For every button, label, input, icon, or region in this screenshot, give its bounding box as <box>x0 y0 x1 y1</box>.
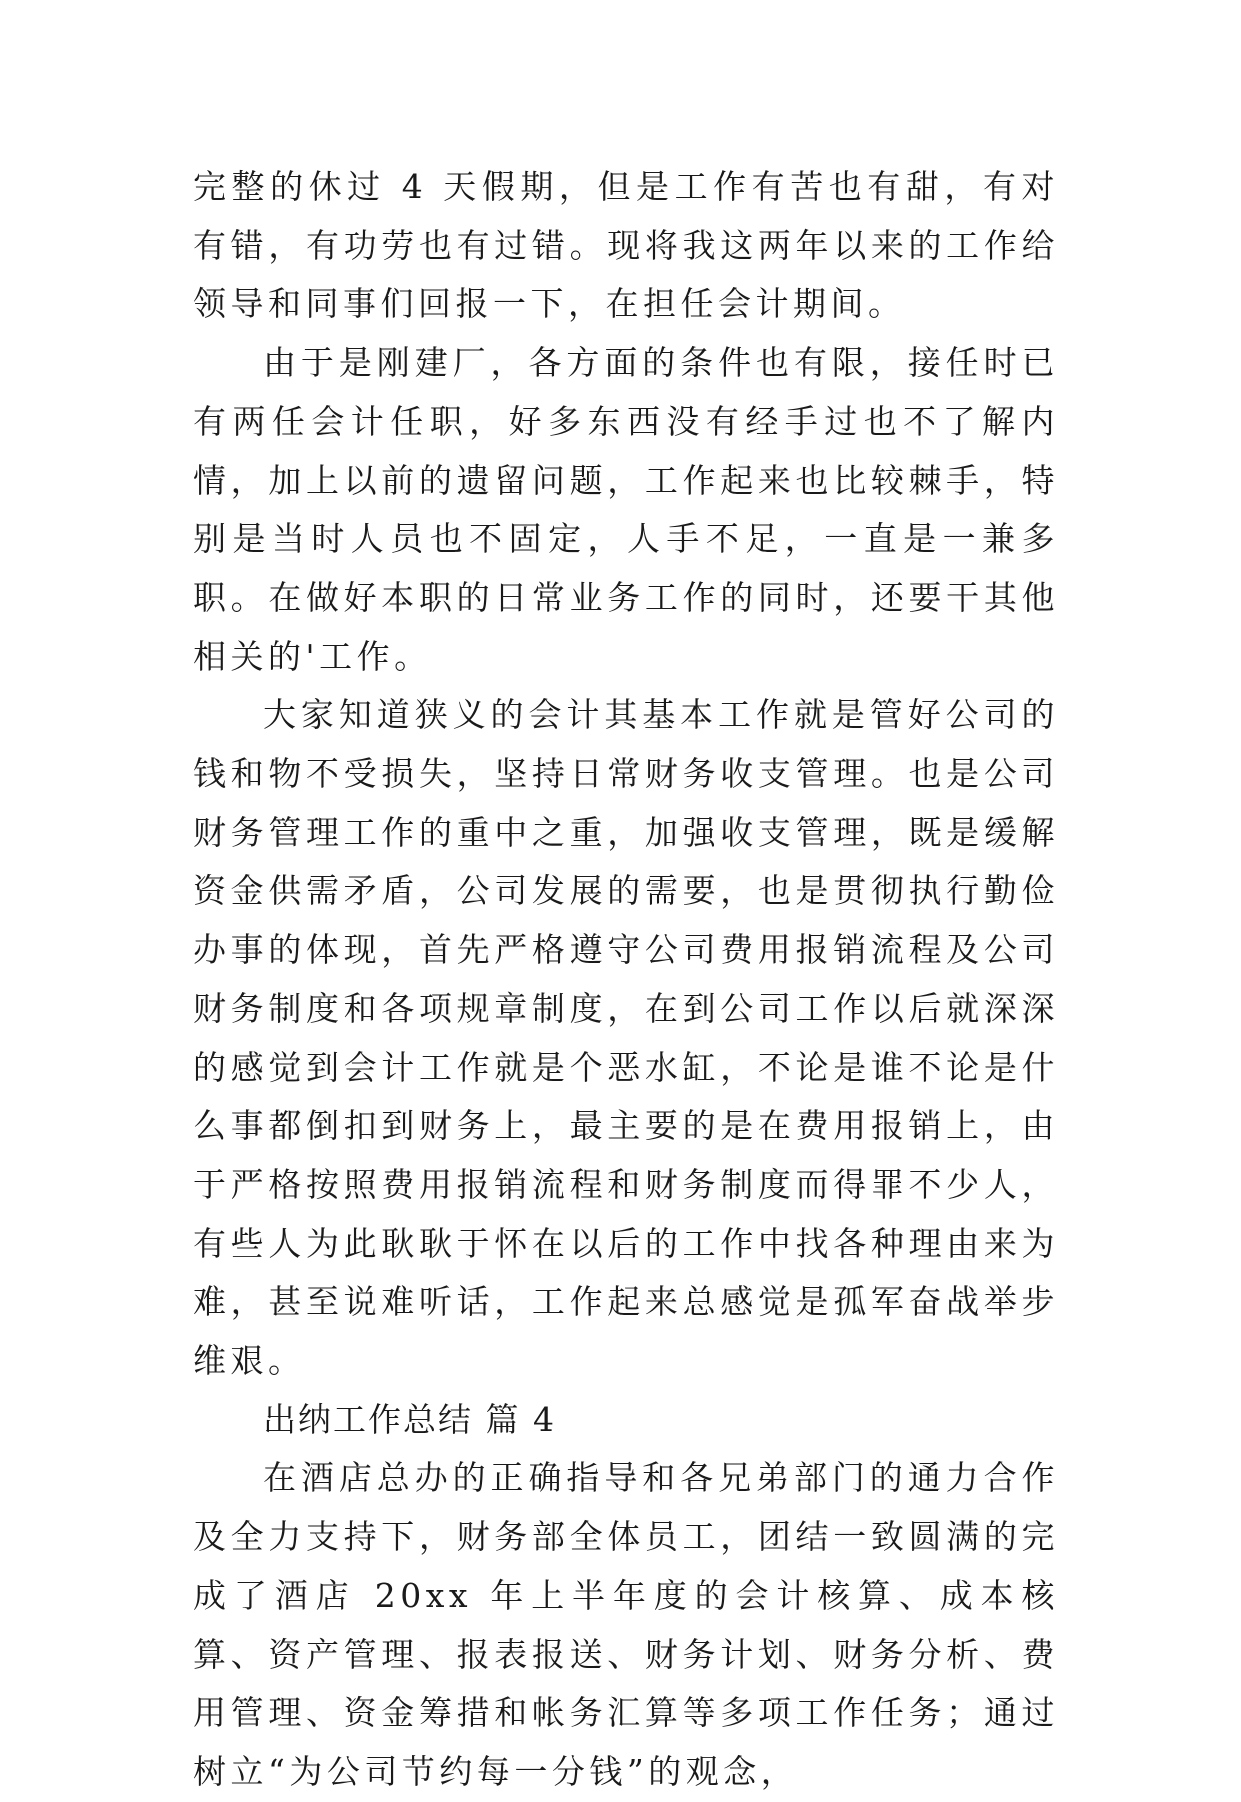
paragraph-4: 在酒店总办的正确指导和各兄弟部门的通力合作及全力支持下，财务部全体员工，团结一致圆满的完成了酒店 20xx 年上半年度的会计核算、成本核算、资产管理、报表报送、财务计划、财务分析、费用管理、资金筹措和帐务汇算等多项工作任务；通过树立“为公司节约每一分钱”的观念， <box>193 1458 1059 1791</box>
paragraph-1: 完整的休过 4 天假期，但是工作有苦也有甜，有对有错，有功劳也有过错。现将我这两年以来的工作给领导和同事们回报一下，在担任会计期间。 <box>193 167 1059 324</box>
paragraph-2: 由于是刚建厂，各方面的条件也有限，接任时已有两任会计任职，好多东西没有经手过也不了解内情，加上以前的遗留问题，工作起来也比较棘手，特别是当时人员也不固定，人手不足，一直是一兼多职。在做好本职的日常业务工作的同时，还要干其他相关的'工作。 <box>193 343 1059 676</box>
document-body <box>193 158 1059 1802</box>
paragraph-3: 大家知道狭义的会计其基本工作就是管好公司的钱和物不受损失，坚持日常财务收支管理。也是公司财务管理工作的重中之重，加强收支管理，既是缓解资金供需矛盾，公司发展的需要，也是贯彻执行勤俭办事的体现，首先严格遵守公司费用报销流程及公司财务制度和各项规章制度，在到公司工作以后就深深的感觉到会计工作就是个恶水缸，不论是谁不论是什么事都倒扣到财务上，最主要的是在费用报销上，由于严格按照费用报销流程和财务制度而得罪不少人，有些人为此耿耿于怀在以后的工作中找各种理由来为难，甚至说难听话，工作起来总感觉是孤军奋战举步维艰。 <box>193 695 1059 1381</box>
section-heading: 出纳工作总结 篇 4 <box>263 1399 556 1439</box>
